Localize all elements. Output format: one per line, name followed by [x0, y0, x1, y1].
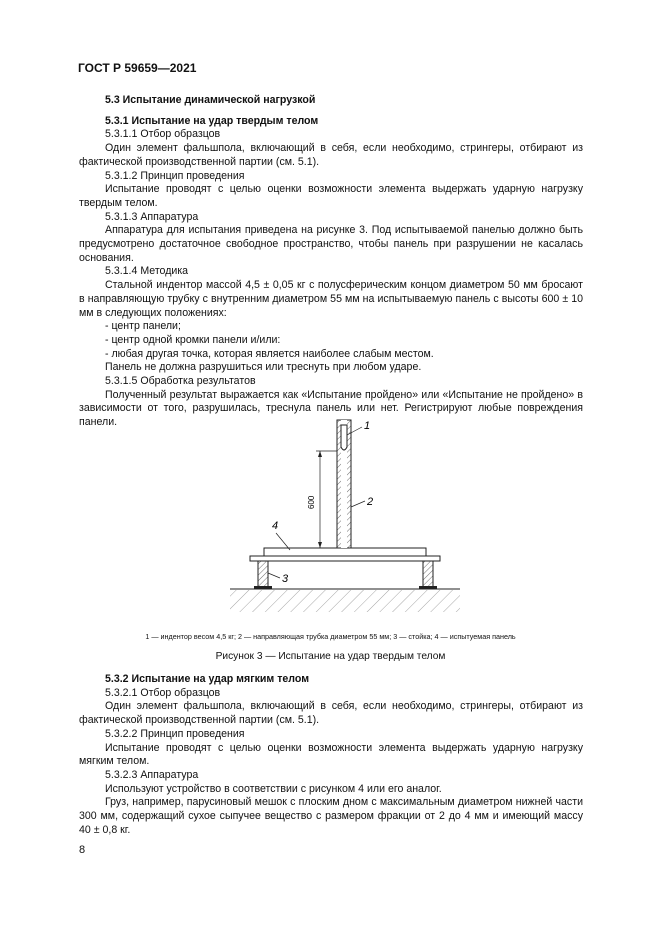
title-5-3-1-4: 5.3.1.4 Методика — [105, 265, 189, 278]
text-5-3-1-4-after: Панель не должна разрушиться или треснуть при любом ударе. — [105, 361, 422, 374]
text-5-3-2-1: Один элемент фальшпола, включающий в себя, если необходимо, стрингеры, отбирают из фактической производственной партии (см. 5.1). — [79, 700, 583, 727]
title-5-3-1-5: 5.3.1.5 Обработка результатов — [105, 375, 256, 388]
title-5-3-2-2: 5.3.2.2 Принцип проведения — [105, 727, 245, 740]
ground — [230, 589, 460, 612]
document-header: ГОСТ Р 59659—2021 — [78, 61, 197, 75]
figure-legend: 1 — индентор весом 4,5 кг; 2 — направляющая трубка диаметром 55 мм; 3 — стойка; 4 — испытуемая панель — [145, 632, 516, 641]
dimension-label: 600 — [307, 495, 316, 509]
callout-3: 3 — [282, 573, 289, 585]
list-item: - центр одной кромки панели и/или: — [105, 333, 281, 346]
callout-2: 2 — [367, 496, 374, 508]
support-right — [419, 561, 437, 589]
text-5-3-1-4: Стальной индентор массой 4,5 ± 0,05 кг с полусферическим концом диаметром 50 мм бросают в направляющую трубку с внутренним диаметром 55 мм на испытываемую панель с высоты 600 ± 10 мм в следующих положениях: — [79, 279, 583, 319]
indenter — [341, 425, 347, 450]
list-item: - центр панели; — [105, 320, 181, 333]
page-number: 8 — [79, 844, 86, 856]
subheading-5-3-2: 5.3.2 Испытание на удар мягким телом — [105, 673, 310, 685]
title-5-3-1-1: 5.3.1.1 Отбор образцов — [105, 128, 221, 141]
leader-3 — [268, 573, 280, 578]
test-panel — [250, 548, 440, 561]
leader-4 — [276, 533, 290, 550]
title-5-3-2-3: 5.3.2.3 Аппаратура — [105, 768, 199, 781]
subheading-5-3-1: 5.3.1 Испытание на удар твердым телом — [105, 114, 319, 127]
section-5-3-2 — [79, 673, 583, 837]
text-5-3-1-1: Один элемент фальшпола, включающий в себя, если необходимо, стрингеры, отбирают из фактической производственной партии (см. 5.1). — [79, 142, 583, 168]
figure-caption: Рисунок 3 — Испытание на удар твердым телом — [215, 651, 446, 662]
section-5-3 — [79, 94, 583, 430]
figure-3-diagram — [220, 415, 470, 615]
callout-4: 4 — [272, 520, 279, 532]
dimension-600 — [316, 451, 337, 548]
title-5-3-1-2: 5.3.1.2 Принцип проведения — [105, 169, 245, 182]
title-5-3-2-1: 5.3.2.1 Отбор образцов — [105, 686, 221, 699]
callout-1: 1 — [364, 420, 371, 432]
text-5-3-2-3-a: Используют устройство в соответствии с рисунком 4 или его аналог. — [105, 782, 442, 795]
list-item: - любая другая точка, которая является наиболее слабым местом. — [105, 347, 434, 360]
text-5-3-2-2: Испытание проводят с целью оценки возможности элемента выдержать ударную нагрузку мягким телом. — [79, 741, 583, 768]
title-5-3-1-3: 5.3.1.3 Аппаратура — [105, 210, 199, 223]
text-5-3-1-2: Испытание проводят с целью оценки возможности элемента выдержать ударную нагрузку твердым телом. — [79, 183, 583, 209]
text-5-3-2-3-b: Груз, например, парусиновый мешок с плоским дном с максимальным диаметром нижней части 300 мм, содержащий сухое сыпучее вещество с размером фракции от 2 до 4 мм и имеющий массу 40 ± 0,8 кг. — [79, 796, 583, 836]
leader-2 — [351, 501, 365, 507]
text-5-3-1-5: Полученный результат выражается как «Испытание пройдено» или «Испытание не пройдено» в зависимости от того, разрушилась, треснула панель или нет. Регистрируют любые повреждения панели. — [79, 388, 583, 429]
heading-5-3: 5.3 Испытание динамической нагрузкой — [105, 94, 316, 106]
text-5-3-1-3: Аппаратура для испытания приведена на рисунке 3. Под испытываемой панелью должно быть предусмотрено достаточное свободное пространство, чтобы панель при разрушении не касалась основания. — [79, 224, 583, 264]
support-left — [254, 561, 272, 589]
